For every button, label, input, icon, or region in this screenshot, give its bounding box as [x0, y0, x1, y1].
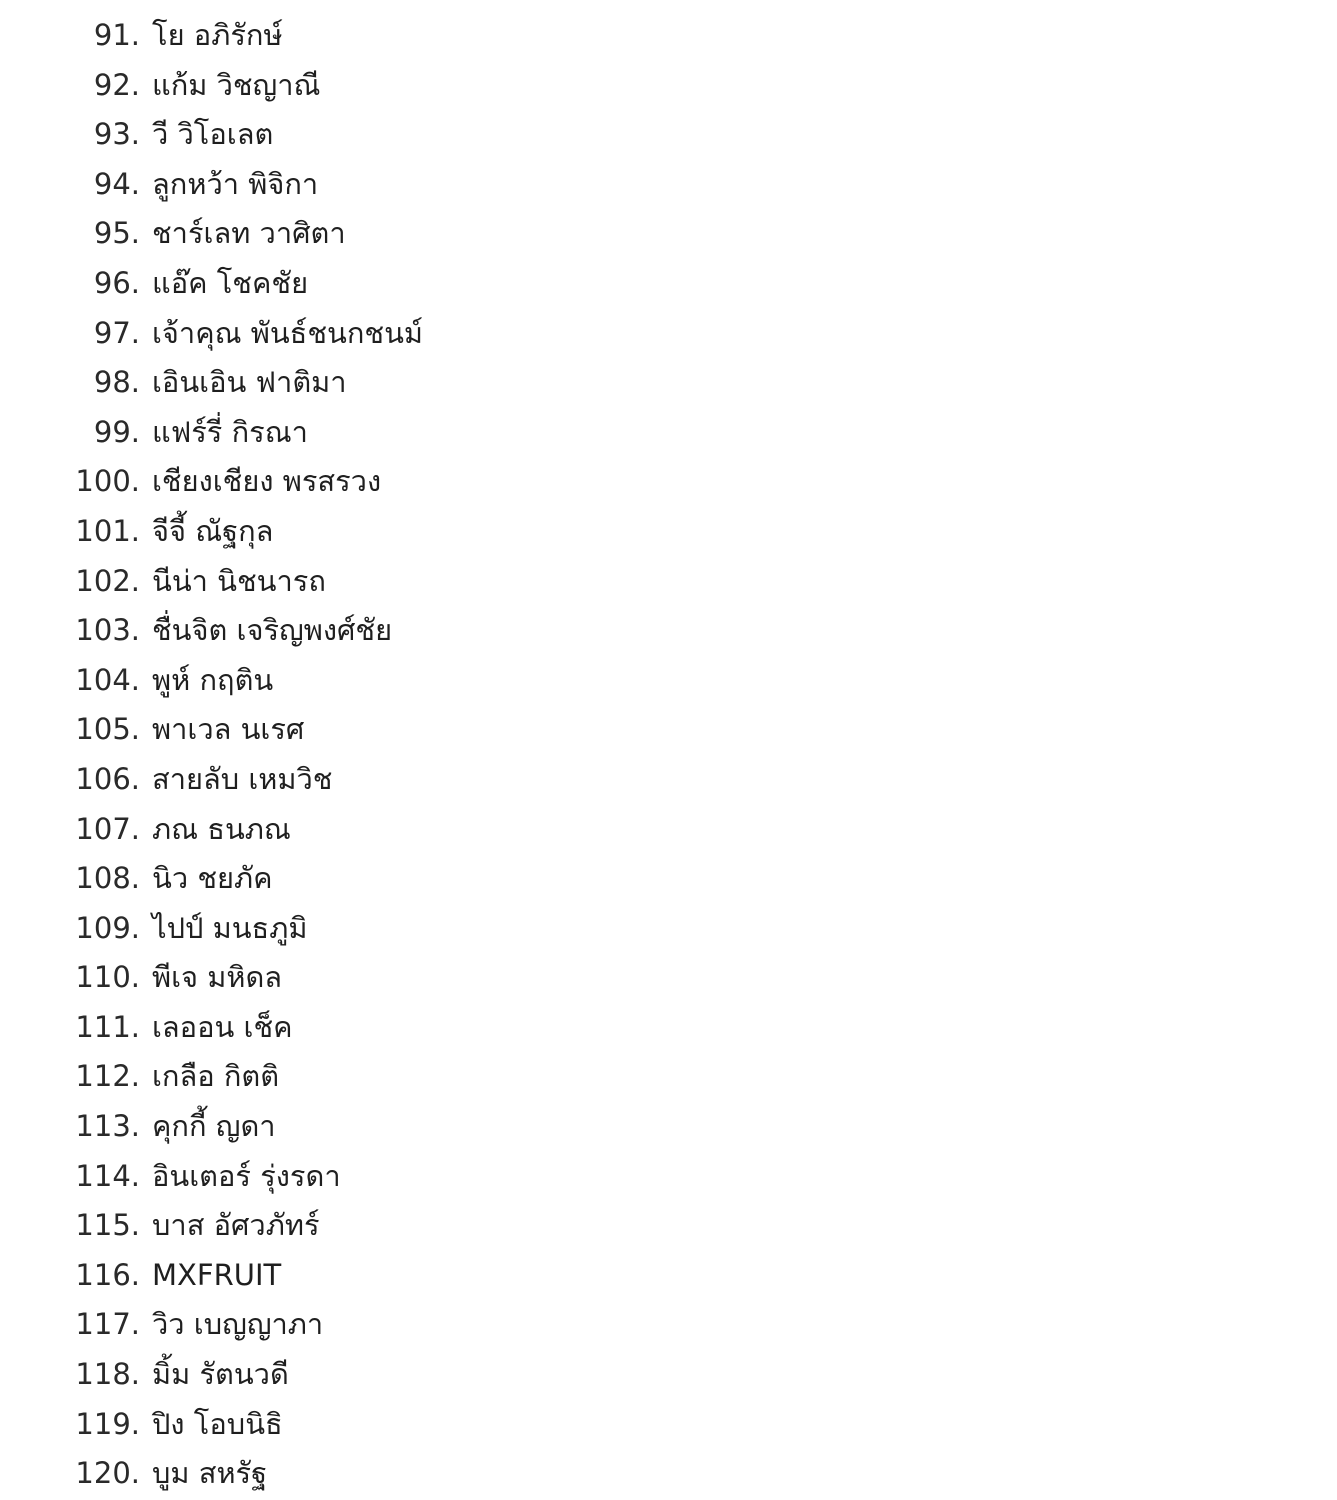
list-item-number: 97.	[93, 315, 140, 350]
list-item-name: บูม สหรัฐ	[152, 1456, 268, 1491]
list-item-name: สายลับ เหมวิช	[152, 761, 333, 796]
list-item-name: ปิง โอบนิธิ	[152, 1406, 283, 1441]
list-item-number: 100.	[75, 464, 140, 499]
list-item-number: 96.	[93, 265, 140, 300]
numbered-name-list	[0, 11, 423, 1499]
list-item-number: 116.	[75, 1257, 140, 1292]
list-item-number: 92.	[93, 67, 140, 102]
list-item	[0, 755, 423, 805]
list-item-name: วี วิโอเลต	[152, 117, 274, 152]
list-item-name: อินเตอร์ รุ่งรดา	[152, 1158, 341, 1193]
list-item	[0, 160, 423, 210]
list-item	[0, 61, 423, 111]
list-item-number: 93.	[93, 117, 140, 152]
list-item-number: 104.	[75, 662, 140, 697]
list-item	[0, 1300, 423, 1350]
list-item	[0, 805, 423, 855]
list-item-name: MXFRUIT	[152, 1257, 282, 1292]
list-item-number: 98.	[93, 365, 140, 400]
list-item-name: นิว ชยภัค	[152, 861, 273, 896]
list-item-name: เชียงเชียง พรสรวง	[152, 464, 382, 499]
list-item	[0, 1350, 423, 1400]
list-item-number: 109.	[75, 910, 140, 945]
list-item-number: 95.	[93, 216, 140, 251]
list-item-number: 108.	[75, 861, 140, 896]
list-item	[0, 309, 423, 359]
list-item	[0, 1102, 423, 1152]
list-item-number: 119.	[75, 1406, 140, 1441]
list-item	[0, 953, 423, 1003]
list-item-number: 102.	[75, 563, 140, 598]
list-item-name: พาเวล นเรศ	[152, 712, 305, 747]
list-item	[0, 606, 423, 656]
list-item-number: 94.	[93, 166, 140, 201]
list-item	[0, 1251, 423, 1301]
list-item	[0, 1449, 423, 1499]
list-item-number: 106.	[75, 761, 140, 796]
list-item-number: 113.	[75, 1109, 140, 1144]
list-item-name: แฟร์รี่ กิรณา	[152, 414, 308, 449]
list-item-name: เอินเอิน ฟาติมา	[152, 365, 347, 400]
list-item-number: 115.	[75, 1208, 140, 1243]
list-item-name: แอ๊ค โชคชัย	[152, 265, 309, 300]
list-item-number: 103.	[75, 613, 140, 648]
list-item	[0, 259, 423, 309]
list-item-name: ชื่นจิต เจริญพงศ์ชัย	[152, 613, 393, 648]
list-item	[0, 1152, 423, 1202]
list-item	[0, 557, 423, 607]
list-item-name: ไปป์ มนธภูมิ	[152, 910, 308, 945]
list-item-name: แก้ม วิชญาณี	[152, 67, 321, 102]
list-item	[0, 110, 423, 160]
list-item-number: 91.	[93, 18, 140, 52]
list-item	[0, 1201, 423, 1251]
list-item-name: โย อภิรักษ์	[152, 18, 283, 52]
list-item-number: 112.	[75, 1059, 140, 1094]
list-item	[0, 656, 423, 706]
list-item-name: มิ้ม รัตนวดี	[152, 1357, 289, 1392]
list-item-name: จีจี้ ณัฐกุล	[152, 513, 274, 548]
list-item	[0, 1052, 423, 1102]
list-item-number: 99.	[93, 414, 140, 449]
list-item	[0, 1400, 423, 1450]
list-item-number: 105.	[75, 712, 140, 747]
list-item	[0, 507, 423, 557]
list-item-name: ชาร์เลท วาศิตา	[152, 216, 346, 251]
list-item-name: ภณ ธนภณ	[152, 811, 291, 846]
list-item-name: เลออน เช็ค	[152, 1009, 293, 1044]
list-item	[0, 209, 423, 259]
list-item	[0, 904, 423, 954]
list-item	[0, 457, 423, 507]
list-item	[0, 854, 423, 904]
list-item-name: พูห์ กฤติน	[152, 662, 274, 697]
list-item-name: เกลือ กิตติ	[152, 1059, 280, 1094]
list-item-name: นีน่า นิชนารถ	[152, 563, 326, 598]
list-item-number: 118.	[75, 1357, 140, 1392]
list-item	[0, 1003, 423, 1053]
list-item	[0, 705, 423, 755]
list-item-number: 120.	[75, 1456, 140, 1491]
list-item-name: บาส อัศวภัทร์	[152, 1208, 320, 1243]
list-item-name: ลูกหว้า พิจิกา	[152, 166, 319, 201]
list-item	[0, 358, 423, 408]
list-item-number: 101.	[75, 513, 140, 548]
list-item	[0, 11, 423, 61]
list-item-name: เจ้าคุณ พันธ์ชนกชนม์	[152, 315, 424, 350]
list-item-name: วิว เบญญาภา	[152, 1307, 324, 1342]
list-item-number: 114.	[75, 1158, 140, 1193]
list-item-number: 107.	[75, 811, 140, 846]
list-item-number: 117.	[75, 1307, 140, 1342]
list-item-number: 111.	[75, 1009, 140, 1044]
list-item	[0, 408, 423, 458]
list-item-number: 110.	[75, 960, 140, 995]
list-item-name: คุกกี้ ญดา	[152, 1109, 276, 1144]
list-item-name: พีเจ มหิดล	[152, 960, 283, 995]
